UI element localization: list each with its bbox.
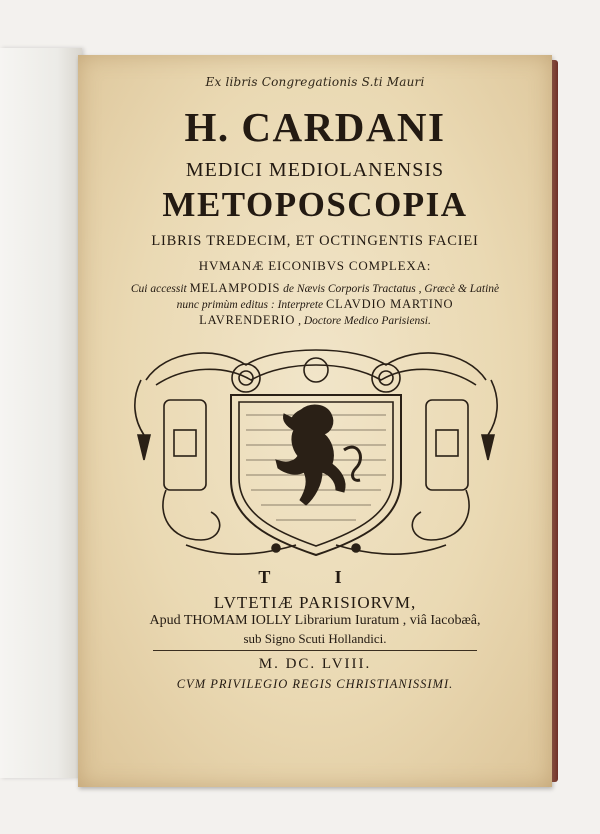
note-line1-b: de Nævis Corporis Tractatus , Græcè & Latinè bbox=[283, 283, 500, 295]
title-caption-line1: LIBRIS TREDECIM, ET OCTINGENTIS FACIEI bbox=[151, 233, 479, 249]
imprint-publisher: Apud THOMAM IOLLY Librarium Iuratum , viâ Iacobæâ, bbox=[149, 613, 481, 628]
note-line3-b: , Doctore Medico Parisiensi. bbox=[298, 315, 431, 327]
imprint-year: M. DC. LVIII. bbox=[258, 656, 372, 672]
note-line2 bbox=[78, 297, 552, 312]
printers-device-engraving bbox=[126, 340, 506, 565]
device-initials: T I bbox=[258, 567, 372, 587]
note-line3-name: LAVRENDERIO bbox=[199, 313, 296, 327]
title-page bbox=[78, 55, 552, 787]
note-line1-a: Cui accessit bbox=[130, 283, 187, 295]
royal-privilege: CVM PRIVILEGIO REGIS CHRISTIANISSIMI. bbox=[176, 677, 454, 691]
title-caption-line2: HVMANÆ EICONIBVS COMPLEXA: bbox=[198, 258, 432, 273]
note-line2-name: CLAVDIO MARTINO bbox=[326, 297, 454, 311]
left-page bbox=[0, 48, 82, 778]
book-title: METOPOSCOPIA bbox=[162, 185, 468, 224]
ownership-inscription: Ex libris Congregationis S.ti Mauri bbox=[205, 75, 425, 89]
note-line3 bbox=[78, 313, 552, 328]
author-heading: H. CARDANI bbox=[184, 104, 446, 150]
imprint-rule bbox=[153, 650, 477, 651]
imprint-sign: sub Signo Scuti Hollandici. bbox=[243, 631, 387, 646]
note-line1 bbox=[78, 281, 552, 296]
imprint-city: LVTETIÆ PARISIORVM, bbox=[213, 593, 417, 612]
note-line2-a: nunc primùm editus : Interprete bbox=[176, 299, 324, 311]
note-line1-name: MELAMPODIS bbox=[189, 281, 281, 295]
author-subtitle: MEDICI MEDIOLANENSIS bbox=[185, 159, 445, 181]
